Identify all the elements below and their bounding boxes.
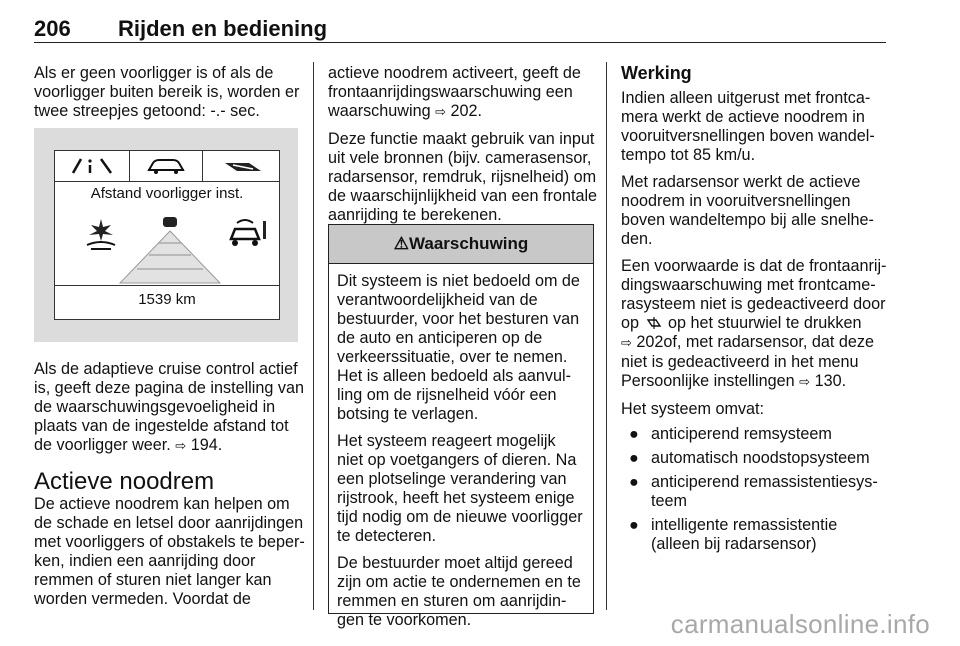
system-intro: Het systeem omvat: [621,400,765,418]
page-reference-arrow-icon: ⇨ [621,336,632,351]
bullet-icon: ● [629,425,639,443]
radar-paragraph: Met radarsensor werkt de actieve noodrem in vooruitversnellingen boven wandeltempo bij alle snelhe- den. [621,173,874,248]
forward-collision-icon [223,159,263,175]
odometer-reading: 1539 km [138,291,196,308]
page-reference[interactable]: 130. [814,372,847,390]
instrument-display [54,150,280,320]
camera-paragraph: Indien alleen uitgerust met frontca- mera werkt de actieve noodrem in vooruitversnellingen boven wandel- tempo tot 85 km/u. [621,89,875,164]
page-reference[interactable]: 194. [190,436,223,454]
acc-paragraph: Als de adaptieve cruise control actief is, geeft deze pagina de instelling van de waarschuwingsgevoeligheid in plaats van de ingestelde afstand tot de voorligger weer. ⇨ 194. [34,360,304,454]
distance-gauge-icon [115,215,225,285]
page-reference[interactable]: 202. [450,102,482,120]
display-separator [55,285,279,286]
column-1-lower [34,360,304,617]
section-heading: Actieve noodrem [34,468,215,495]
list-item: ● anticiperend remsysteem [629,425,832,443]
emergency-brake-paragraph: De actieve noodrem kan helpen om de schade en letsel door aanrijdingen met voorliggers of obstakels te beper- ken, indien een aanrijding door remmen of sturen niet langer kan worden vermeden. Voordat de [34,495,305,608]
column-2 [328,64,598,233]
car-distance-icon [146,157,186,175]
condition-paragraph: Een voorwaarde is dat de frontaanrij- dingswaarschuwing met frontcame- rasysteem niet is gedeactiveerd door op op het stuurwiel te drukken ⇨ 202of, met radarsensor, dat deze niet is gedeactiveerd in het menu Persoonlijke instellingen ⇨ 130. [621,257,887,390]
display-icon-row [55,151,279,182]
warning-box [328,224,594,629]
watermark: carmanualsonline.info [670,609,930,639]
page-header [34,12,886,43]
warning-paragraph: Dit systeem is niet bedoeld om de verantwoordelijkheid van de bestuurder, voor het besturen van de auto en anticiperen op de verkeerssituatie, over te nemen. Het is alleen bedoeld als aanvul- ling om de rijsnelheid vóór een botsing te verlagen. [337,272,580,423]
continuation-paragraph: actieve noodrem activeert, geeft de frontaanrijdingswaarschuwing een waarschuwing ⇨ 202. [328,64,581,120]
page-reference[interactable]: 202of, met radarsensor, dat deze [636,333,874,351]
page-reference-arrow-icon: ⇨ [175,439,187,454]
sensor-car-icon [223,217,267,249]
list-item: ● automatisch noodstopsysteem [629,449,870,467]
page-number: 206 [34,16,71,41]
bullet-icon: ● [629,516,639,534]
column-3 [621,64,891,559]
lane-assist-icon [71,157,115,175]
page-reference-arrow-icon: ⇨ [435,105,446,120]
warning-body [329,264,593,646]
collision-button-icon [646,317,662,329]
display-figure [34,128,298,342]
bullet-icon: ● [629,473,639,491]
column-divider [606,62,607,610]
warning-header [329,225,593,264]
column-1 [34,64,304,129]
list-item: ● intelligente remassistentie (alleen bij radarsensor) [629,516,838,553]
warning-triangle-icon: ⚠ [393,234,409,253]
warning-paragraph: Het systeem reageert mogelijk niet op voetgangers of dieren. Na een plotselinge verandering van rijstrook, heeft het systeem enige tijd nodig om de nieuwe voorligger te detecteren. [337,432,583,545]
display-title: Afstand voorligger inst. [90,185,244,202]
chapter-title: Rijden en bediening [118,16,328,41]
warning-paragraph: De bestuurder moet altijd gereed zijn om actie te ondernemen en te remmen en sturen om aanrijdin- gen te voorkomen. [337,554,581,629]
page-reference-arrow-icon: ⇨ [799,375,811,390]
column-divider [313,62,314,610]
subheading: Werking [621,63,692,83]
function-paragraph: Deze functie maakt gebruik van input uit vele bronnen (bijv. camerasensor, radarsensor, remdruk, rijsnelheid) om de waarschijnlijkheid van een frontale aanrijding te berekenen. [328,130,598,224]
intro-paragraph: Als er geen voorligger is of als de voorligger buiten bereik is, worden er twee streepjes getoond: -.- sec. [34,64,300,120]
warning-title: Waarschuwing [408,234,529,253]
list-item: ● anticiperend remassistentiesys- teem [629,473,878,510]
selected-tab [129,151,203,181]
bullet-icon: ● [629,449,639,467]
